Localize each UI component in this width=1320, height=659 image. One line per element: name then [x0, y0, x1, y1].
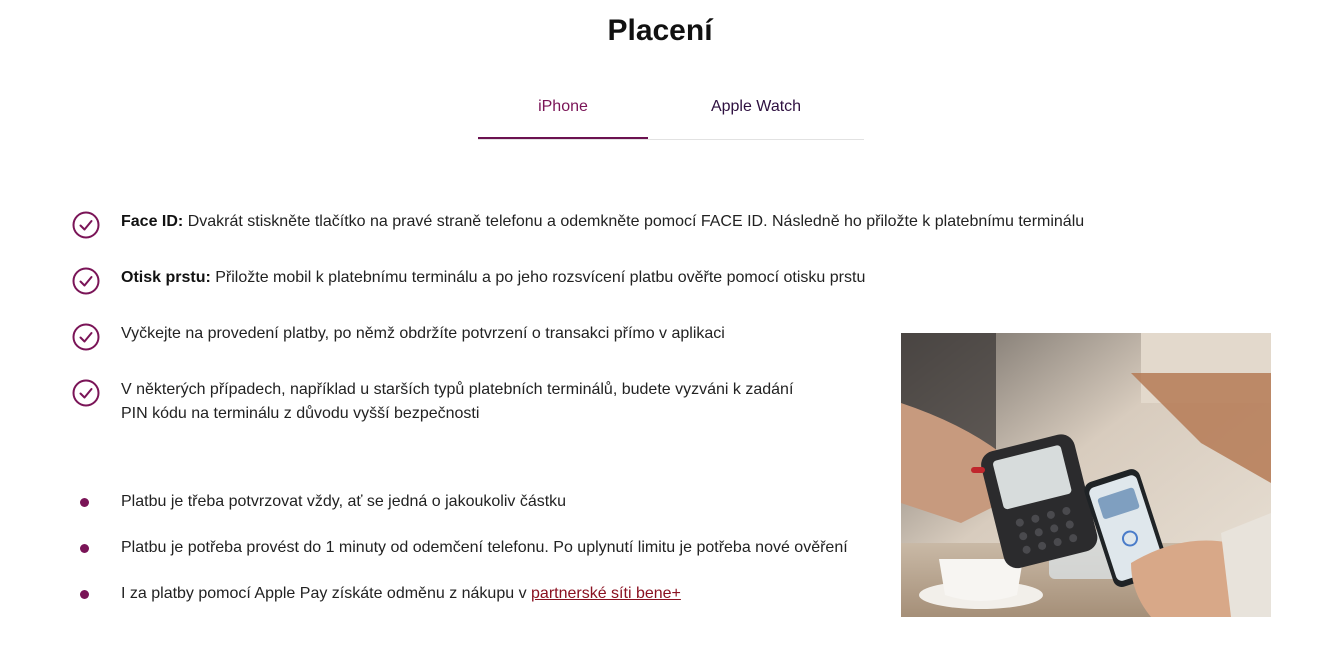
- tab-apple-watch[interactable]: Apple Watch: [710, 98, 802, 115]
- list-item: [80, 490, 566, 514]
- list-item-text: [121, 378, 793, 426]
- list-item-text: [121, 266, 865, 290]
- bullet-dot-icon: [80, 498, 89, 507]
- list-item-bold: Otisk prstu:: [121, 269, 211, 286]
- list-item-body: Přiložte mobil k platebnímu terminálu a po jeho rozsvícení platbu ověřte pomocí otisku prstu: [210, 269, 866, 286]
- list-item: [80, 536, 848, 560]
- list-item-body: I za platby pomocí Apple Pay získáte odměnu z nákupu v: [121, 585, 532, 602]
- list-item-text: Vyčkejte na provedení platby, po němž obdržíte potvrzení o transakci přímo v aplikaci: [121, 325, 725, 342]
- payment-photo: [901, 333, 1271, 617]
- page-title: Placení: [607, 14, 713, 47]
- list-item: [72, 266, 865, 295]
- list-item-text: Platbu je třeba potvrzovat vždy, ať se jedná o jakoukoliv částku: [121, 493, 567, 510]
- list-item-text: [121, 210, 1084, 234]
- check-circle-icon: [72, 323, 100, 351]
- check-circle-icon: [72, 211, 100, 239]
- partner-network-link[interactable]: partnerské síti bene+: [531, 585, 681, 602]
- list-item-body: Dvakrát stiskněte tlačítko na pravé straně telefonu a odemkněte pomocí FACE ID. Následně ho přiložte k platebnímu terminálu: [183, 213, 1085, 230]
- device-tabs: [478, 82, 864, 140]
- check-circle-icon: [72, 379, 100, 407]
- list-item-line-1: V některých případech, například u starších typů platebních terminálů, budete vyzváni k zadání: [121, 381, 794, 398]
- check-circle-icon: [72, 267, 100, 295]
- bullet-dot-icon: [80, 590, 89, 599]
- list-item-line-2: PIN kódu na terminálu z důvodu vyšší bezpečnosti: [121, 405, 480, 422]
- payment-photo-illustration: [901, 333, 1271, 617]
- list-item: [72, 378, 793, 426]
- list-item-text: [121, 582, 681, 606]
- list-item: [80, 582, 681, 606]
- tab-iphone[interactable]: iPhone: [478, 82, 648, 139]
- list-item: [72, 210, 1084, 239]
- list-item-bold: Face ID:: [121, 213, 184, 230]
- list-item: [72, 322, 725, 351]
- bullet-dot-icon: [80, 544, 89, 553]
- list-item-text: Platbu je potřeba provést do 1 minuty od odemčení telefonu. Po uplynutí limitu je potřeba nové ověření: [121, 539, 848, 556]
